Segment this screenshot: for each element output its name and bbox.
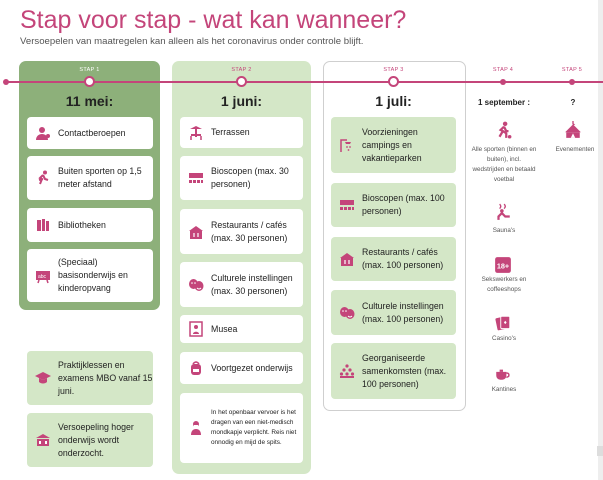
circus-tent-icon [564,121,582,139]
step2-item-label: Culturele instellingen (max. 30 personen) [211,272,293,296]
crowd-icon [338,362,356,380]
step1-item-contactberoepen [27,117,153,149]
museum-icon [187,320,205,338]
step2-item-terrassen [180,117,303,148]
shower-icon [338,136,356,154]
cinema-seats-icon [187,169,205,187]
step5-label: STAP 5 [561,67,583,73]
step2-item-label: Terrassen [211,127,250,137]
mask-person-icon [187,419,205,437]
step5-date: ? [570,98,576,107]
step1-item-label: Bibliotheken [58,219,106,230]
step2-label: STAP 2 [231,67,252,73]
step3-item-label: Culturele instellingen (max. 100 personen) [362,300,444,324]
step2-item-restaurants [180,209,303,254]
books-icon [34,216,52,234]
step2-item-label: Musea [211,323,238,334]
cinema-seats-icon [338,196,356,214]
step1-extra-mbo [27,351,153,405]
step2-item-culturele-instellingen [180,262,303,307]
graduation-cap-icon [34,369,52,387]
step3-item-samenkomsten [331,343,456,399]
university-icon [34,431,52,449]
step3-label: STAP 3 [383,67,404,73]
backpack-icon [187,359,205,377]
step4-item-label: Casino's [492,335,516,342]
step2-item-voortgezet-onderwijs [180,352,303,384]
step1-item-basisonderwijs [27,249,153,302]
page-subtitle: Versoepelen van maatregelen kan alleen als het coronavirus onder controle blijft. [20,36,364,47]
step3-dot [388,76,399,87]
teapot-icon [494,364,512,382]
step2-item-label: Voortgezet onderwijs [211,362,293,373]
step2-date: 1 juni: [220,93,263,109]
restaurant-icon [338,250,356,268]
step4-item-label: Sauna's [492,227,516,234]
step5-dot [569,79,575,85]
step4-item-label: Alle sporten (binnen en buiten), incl. wedstrijden en betaald voetbal [471,146,537,183]
football-player-icon [495,121,513,139]
theater-masks-icon [338,304,356,322]
step3-item-restaurants [331,237,456,281]
sauna-icon [494,203,512,221]
playing-cards-icon [494,314,512,332]
step2-item-label: Restaurants / cafés (max. 30 personen) [211,219,288,243]
step1-extra-label: Versoepeling hoger onderwijs wordt onderzocht. [58,421,134,458]
step1-dot [84,76,95,87]
step1-extra-label: Praktijklessen en examens MBO vanaf 15 juni. [58,359,153,396]
eighteen-plus-icon [494,256,512,274]
timeline-start-dot [3,79,9,85]
step3-item-bioscopen [331,183,456,227]
step1-date: 11 mei: [65,93,114,109]
step2-item-musea [180,315,303,343]
step1-item-sporten [27,156,153,200]
step2-item-label: In het openbaar vervoer is het dragen van een niet-medisch mondkapje verplicht. Reis niet onnodig en mijd de spits. [211,409,297,446]
step4-dot [500,79,506,85]
step3-item-label: Georganiseerde samenkomsten (max. 100 personen) [362,352,447,389]
running-icon [34,169,52,187]
step1-item-label: (Speciaal) basisonderwijs en kinderopvang [58,257,128,293]
step1-extra-hoger-onderwijs [27,413,153,467]
step5-item-label: Evenementen [555,146,595,153]
restaurant-icon [187,223,205,241]
step4-item-label: Kantines [491,386,517,393]
step2-item-openbaar-vervoer [180,393,303,463]
step2-item-label: Bioscopen (max. 30 personen) [211,166,289,189]
step1-item-label: Buiten sporten op 1,5 meter afstand [58,166,142,189]
timeline-line [6,81,603,83]
step4-date: 1 september : [477,98,531,107]
step1-label: STAP 1 [79,67,100,73]
step4-label: STAP 4 [492,67,514,73]
step2-dot [236,76,247,87]
school-board-icon [34,267,52,285]
person-icon [34,124,52,142]
page-title: Stap voor stap - wat kan wanneer? [20,6,407,34]
step3-item-label: Voorzieningen campings en vakantieparken [362,126,422,163]
terrace-icon [187,124,205,142]
svg-text:abc: abc [38,273,47,280]
step3-item-campings [331,117,456,173]
step3-date: 1 juli: [375,93,412,109]
right-edge-notch [597,446,603,456]
step3-item-label: Restaurants / cafés (max. 100 personen) [362,247,444,270]
step1-item-label: Contactberoepen [58,127,126,138]
svg-text:18+: 18+ [496,261,510,271]
step2-item-bioscopen [180,156,303,200]
theater-masks-icon [187,276,205,294]
step3-item-label: Bioscopen (max. 100 personen) [362,193,445,216]
right-edge-panel [598,0,603,480]
step1-item-bibliotheken [27,208,153,242]
step3-item-culturele-instellingen [331,290,456,335]
step4-item-label: Sekswerkers en coffeeshops [481,276,527,293]
